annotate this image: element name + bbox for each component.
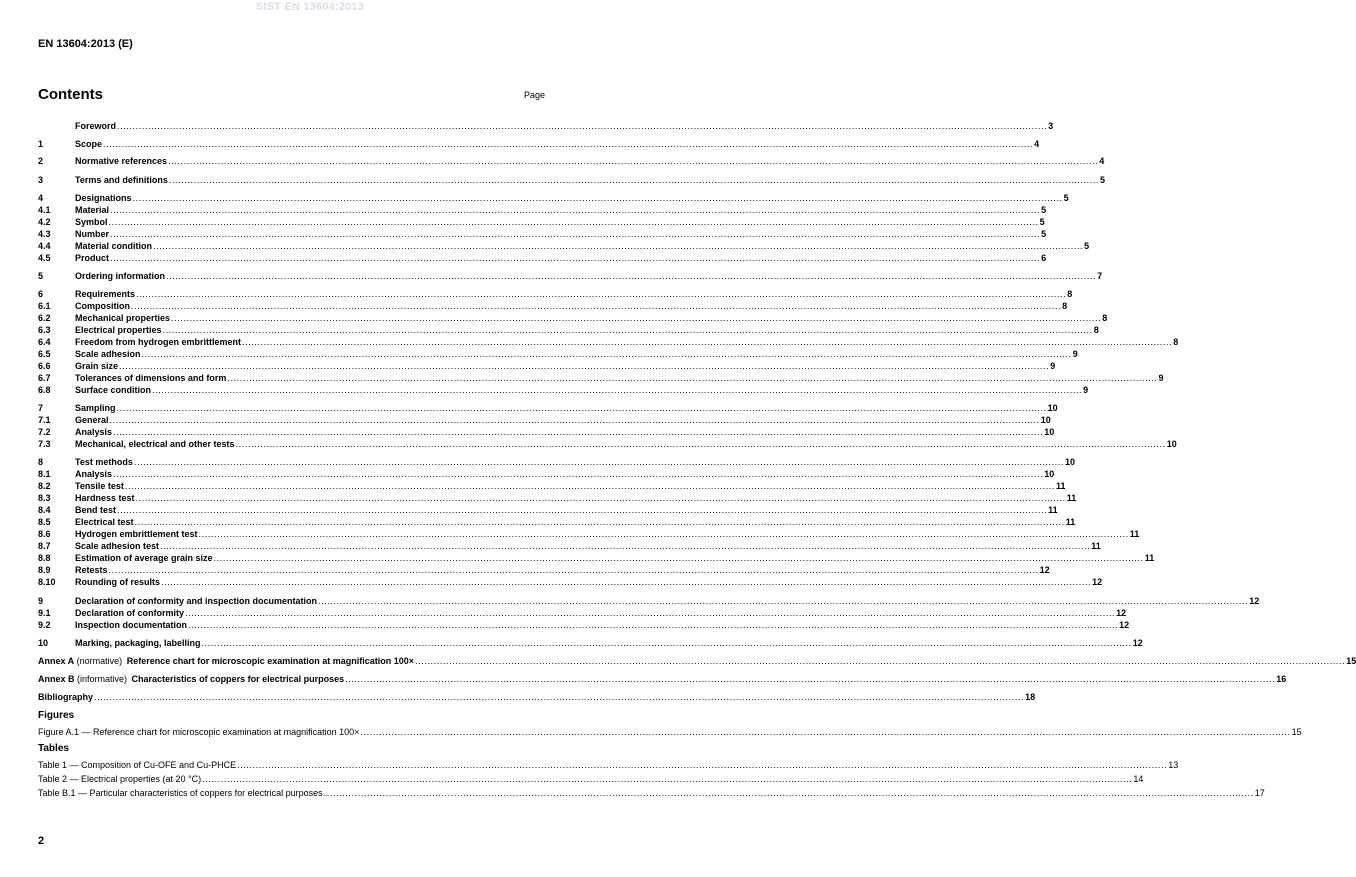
toc-entry-page: 11 — [1091, 541, 1101, 551]
toc-entry[interactable] — [38, 372, 1164, 384]
toc-entry-title: Ordering information — [75, 271, 165, 281]
table-entry[interactable] — [38, 759, 1179, 771]
toc-entry-page: 9 — [1158, 373, 1164, 383]
dot-leader: ............................................................................................................................................................................................................................................................................................................ — [103, 139, 1034, 149]
dot-leader: ............................................................................................................................................................................................................................................................................................................ — [168, 156, 1099, 166]
dot-leader: ............................................................................................................................................................................................................................................................................................................ — [110, 253, 1041, 263]
toc-entry-page: 8 — [1062, 301, 1068, 311]
toc-entry-page: 10 — [1065, 457, 1076, 467]
toc-entry-page: 10 — [1166, 439, 1177, 449]
toc-entry-title: Electrical test — [75, 517, 134, 527]
toc-entry[interactable] — [38, 300, 1068, 312]
tables-heading: Tables — [38, 743, 69, 754]
dot-leader: ............................................................................................................................................................................................................................................................................................................ — [94, 692, 1025, 702]
toc-entry-title: Freedom from hydrogen embrittlement — [75, 337, 242, 347]
toc-entry-number: 4.1 — [38, 205, 51, 215]
toc-entry-title: Number — [75, 229, 110, 239]
toc-entry[interactable] — [38, 138, 1040, 150]
dot-leader: ............................................................................................................................................................................................................................................................................................................ — [318, 596, 1249, 606]
document-id: EN 13604:2013 (E) — [38, 38, 133, 50]
toc-entry-number: 10 — [38, 638, 49, 648]
dot-leader: ............................................................................................................................................................................................................................................................................................................ — [141, 349, 1072, 359]
toc-entry[interactable] — [38, 336, 1179, 348]
dot-leader: ............................................................................................................................................................................................................................................................................................................ — [185, 608, 1116, 618]
toc-entry[interactable] — [38, 414, 1051, 426]
toc-entry-title: Tensile test — [75, 481, 124, 491]
toc-entry[interactable] — [38, 528, 1140, 540]
toc-entry-page: 9 — [1072, 349, 1078, 359]
toc-entry-number: 4 — [38, 193, 44, 203]
toc-entry-title: Retests — [75, 565, 108, 575]
toc-entry-page: 9 — [1050, 361, 1056, 371]
dot-leader: ............................................................................................................................................................................................................................................................................................................ — [160, 541, 1091, 551]
dot-leader: ............................................................................................................................................................................................................................................................................................................ — [108, 565, 1039, 575]
toc-entry-number: 8.9 — [38, 565, 51, 575]
toc-entry-title: Electrical properties — [75, 325, 162, 335]
dot-leader: ............................................................................................................................................................................................................................................................................................................ — [131, 301, 1062, 311]
table-entry-title: Table 1 — Composition of Cu-OFE and Cu-PHCE — [38, 760, 237, 770]
dot-leader: ............................................................................................................................................................................................................................................................................................................ — [360, 727, 1291, 737]
dot-leader: ............................................................................................................................................................................................................................................................................................................ — [132, 193, 1063, 203]
toc-entry-page: 4 — [1034, 139, 1040, 149]
toc-entry[interactable] — [38, 438, 1177, 450]
toc-entry-title: Scope — [75, 139, 103, 149]
toc-entry[interactable] — [38, 516, 1076, 528]
toc-entry[interactable] — [38, 564, 1050, 576]
dot-leader: ............................................................................................................................................................................................................................................................................................................ — [113, 469, 1044, 479]
toc-entry-page: 8 — [1173, 337, 1179, 347]
toc-entry-number: 8.5 — [38, 517, 51, 527]
figure-entry[interactable] — [38, 726, 1302, 738]
table-entry[interactable] — [38, 773, 1144, 785]
toc-entry-title: Grain size — [75, 361, 119, 371]
toc-entry-page: 11 — [1065, 517, 1076, 527]
toc-entry-number: 6.4 — [38, 337, 51, 347]
toc-entry-number: 6.5 — [38, 349, 51, 359]
toc-entry-page: 12 — [1132, 638, 1143, 648]
toc-entry-number: 4.2 — [38, 217, 51, 227]
bibliography-page: 18 — [1025, 692, 1036, 702]
watermark: SIST EN 13604:2013 — [255, 1, 365, 13]
toc-entry-number: 8.10 — [38, 577, 56, 587]
page-title: Contents — [38, 86, 103, 103]
annex-type: (informative) — [74, 674, 130, 684]
toc-entry[interactable] — [38, 270, 1103, 282]
toc-entry-page: 5 — [1039, 217, 1045, 227]
toc-entry-title: Scale adhesion — [75, 349, 141, 359]
toc-entry-title: Declaration of conformity — [75, 608, 185, 618]
dot-leader: ............................................................................................................................................................................................................................................................................................................ — [235, 439, 1166, 449]
toc-entry-title: Material condition — [75, 241, 153, 251]
toc-entry[interactable] — [38, 312, 1108, 324]
dot-leader: ............................................................................................................................................................................................................................................................................................................ — [134, 517, 1065, 527]
toc-entry-title: Hydrogen embrittlement test — [75, 529, 198, 539]
toc-entry[interactable] — [38, 619, 1130, 631]
figure-entry-page: 15 — [1291, 727, 1302, 737]
toc-entry[interactable] — [38, 120, 1054, 132]
annex-page: 15 — [1346, 656, 1356, 666]
toc-entry[interactable] — [38, 595, 1260, 607]
table-entry-title: Table 2 — Electrical properties (at 20 °C) — [38, 774, 202, 784]
toc-entry-page: 12 — [1092, 577, 1103, 587]
toc-entry-title: Terms and definitions — [75, 175, 168, 185]
toc-entry[interactable] — [38, 192, 1069, 204]
toc-entry-title: Bend test — [75, 505, 117, 515]
toc-entry-title: General — [75, 415, 109, 425]
table-entry[interactable] — [38, 787, 1265, 799]
toc-entry[interactable] — [38, 324, 1099, 336]
toc-entry[interactable] — [38, 576, 1103, 588]
toc-entry-page: 4 — [1099, 156, 1105, 166]
toc-entry-page: 5 — [1084, 241, 1090, 251]
toc-entry[interactable] — [38, 492, 1077, 504]
toc-annex-entry[interactable] — [38, 673, 1287, 685]
dot-leader: ............................................................................................................................................................................................................................................................................................................ — [171, 313, 1102, 323]
toc-entry-number: 7.1 — [38, 415, 51, 425]
toc-entry-title: Estimation of average grain size — [75, 553, 213, 563]
toc-entry-title: Product — [75, 253, 110, 263]
toc-entry[interactable] — [38, 155, 1105, 167]
toc-entry[interactable] — [38, 480, 1066, 492]
toc-entry-page: 12 — [1249, 596, 1260, 606]
toc-entry-number: 7 — [38, 403, 44, 413]
dot-leader: ............................................................................................................................................................................................................................................................................................................ — [117, 121, 1048, 131]
toc-entry-title: Test methods — [75, 457, 133, 467]
toc-entry-number: 7.3 — [38, 439, 51, 449]
toc-entry-number: 2 — [38, 156, 44, 166]
toc-entry-number: 6.3 — [38, 325, 51, 335]
dot-leader: ............................................................................................................................................................................................................................................................................................................ — [242, 337, 1173, 347]
dot-leader: ............................................................................................................................................................................................................................................................................................................ — [227, 373, 1158, 383]
toc-entry-page: 8 — [1093, 325, 1099, 335]
page-number: 2 — [38, 835, 45, 847]
dot-leader: ............................................................................................................................................................................................................................................................................................................ — [415, 656, 1346, 666]
toc-entry-page: 11 — [1066, 493, 1077, 503]
toc-entry-title: Analysis — [75, 427, 113, 437]
toc-entry-number: 6.6 — [38, 361, 51, 371]
dot-leader: ............................................................................................................................................................................................................................................................................................................ — [116, 403, 1047, 413]
toc-entry[interactable] — [38, 552, 1155, 564]
toc-entry-page: 11 — [1144, 553, 1155, 563]
toc-entry-page: 9 — [1083, 385, 1089, 395]
toc-entry-title: Rounding of results — [75, 577, 160, 587]
page-column-label: Page — [523, 90, 545, 100]
toc-entry-number: 9.1 — [38, 608, 51, 618]
dot-leader: ............................................................................................................................................................................................................................................................................................................ — [119, 361, 1050, 371]
toc-entry-number: 4.4 — [38, 241, 51, 251]
toc-entry-page: 8 — [1102, 313, 1108, 323]
toc-entry-page: 11 — [1048, 505, 1058, 515]
toc-entry[interactable] — [38, 607, 1127, 619]
toc-entry-number: 8.6 — [38, 529, 51, 539]
dot-leader: ............................................................................................................................................................................................................................................................................................................ — [108, 217, 1039, 227]
toc-entry-title: Tolerances of dimensions and form — [75, 373, 227, 383]
toc-entry-title: Foreword — [75, 121, 117, 131]
toc-entry[interactable] — [38, 348, 1078, 360]
toc-entry[interactable] — [38, 204, 1047, 216]
toc-entry[interactable] — [38, 426, 1055, 438]
toc-annex-entry[interactable] — [38, 655, 1356, 667]
dot-leader: ............................................................................................................................................................................................................................................................................................................ — [153, 241, 1084, 251]
toc-entry[interactable] — [38, 216, 1045, 228]
table-entry-page: 14 — [1133, 774, 1144, 784]
annex-type: (normative) — [74, 656, 125, 666]
dot-leader: ............................................................................................................................................................................................................................................................................................................ — [124, 481, 1056, 491]
dot-leader: ............................................................................................................................................................................................................................................................................................................ — [162, 325, 1093, 335]
annex-label: Annex B — [38, 674, 75, 684]
figure-entry-title: Figure A.1 — Reference chart for microscopic examination at magnification 100× — [38, 727, 360, 737]
toc-entry-page: 5 — [1100, 175, 1106, 185]
dot-leader: ............................................................................................................................................................................................................................................................................................................ — [113, 427, 1044, 437]
toc-entry-number: 8.1 — [38, 469, 51, 479]
toc-entry-title: Mechanical properties — [75, 313, 171, 323]
toc-entry-number: 5 — [38, 271, 44, 281]
toc-entry-title: Scale adhesion test — [75, 541, 160, 551]
dot-leader: ............................................................................................................................................................................................................................................................................................................ — [323, 788, 1254, 798]
dot-leader: ............................................................................................................................................................................................................................................................................................................ — [237, 760, 1168, 770]
dot-leader: ............................................................................................................................................................................................................................................................................................................ — [201, 638, 1132, 648]
toc-entry-number: 6.1 — [38, 301, 51, 311]
annex-title: Reference chart for microscopic examination at magnification 100× — [126, 656, 415, 666]
toc-entry[interactable] — [38, 504, 1058, 516]
toc-entry-number: 8.4 — [38, 505, 51, 515]
toc-entry-page: 5 — [1041, 229, 1047, 239]
toc-entry[interactable] — [38, 540, 1101, 552]
toc-entry-number: 3 — [38, 175, 44, 185]
toc-entry[interactable] — [38, 637, 1143, 649]
toc-entry-page: 12 — [1119, 620, 1130, 630]
toc-bibliography-entry[interactable] — [38, 691, 1036, 703]
toc-entry[interactable] — [38, 360, 1056, 372]
toc-entry-page: 8 — [1067, 289, 1073, 299]
toc-entry-page: 10 — [1047, 403, 1058, 413]
toc-entry-title: Declaration of conformity and inspection documentation — [75, 596, 318, 606]
table-entry-page: 17 — [1254, 788, 1265, 798]
toc-entry-title: Requirements — [75, 289, 136, 299]
toc-entry-number: 8.8 — [38, 553, 51, 563]
annex-title: Characteristics of coppers for electrical purposes — [131, 674, 345, 684]
toc-entry-number: 9 — [38, 596, 44, 606]
dot-leader: ............................................................................................................................................................................................................................................................................................................ — [110, 205, 1041, 215]
toc-entry-number: 1 — [38, 139, 44, 149]
toc-entry-page: 7 — [1097, 271, 1103, 281]
toc-entry-page: 11 — [1129, 529, 1140, 539]
dot-leader: ............................................................................................................................................................................................................................................................................................................ — [168, 175, 1099, 185]
toc-entry-number: 8.2 — [38, 481, 51, 491]
toc-entry-page: 3 — [1048, 121, 1054, 131]
dot-leader: ............................................................................................................................................................................................................................................................................................................ — [152, 385, 1083, 395]
dot-leader: ............................................................................................................................................................................................................................................................................................................ — [202, 774, 1133, 784]
toc-entry[interactable] — [38, 456, 1076, 468]
toc-entry-number: 6.8 — [38, 385, 51, 395]
dot-leader: ............................................................................................................................................................................................................................................................................................................ — [213, 553, 1144, 563]
dot-leader: ............................................................................................................................................................................................................................................................................................................ — [136, 289, 1067, 299]
toc-entry-number: 8.7 — [38, 541, 51, 551]
bibliography-title: Bibliography — [38, 692, 94, 702]
toc-entry-number: 8 — [38, 457, 44, 467]
toc-entry-number: 4.5 — [38, 253, 51, 263]
toc-entry-title: Inspection documentation — [75, 620, 188, 630]
toc-entry-title: Designations — [75, 193, 132, 203]
dot-leader: ............................................................................................................................................................................................................................................................................................................ — [161, 577, 1092, 587]
figures-heading: Figures — [38, 710, 75, 721]
toc-entry[interactable] — [38, 174, 1106, 186]
toc-entry[interactable] — [38, 252, 1047, 264]
dot-leader: ............................................................................................................................................................................................................................................................................................................ — [135, 493, 1066, 503]
dot-leader: ............................................................................................................................................................................................................................................................................................................ — [166, 271, 1097, 281]
toc-entry-page: 5 — [1063, 193, 1069, 203]
toc-entry-title: Composition — [75, 301, 130, 311]
toc-entry-page: 10 — [1044, 427, 1055, 437]
annex-page: 16 — [1276, 674, 1287, 684]
toc-entry-title: Mechanical, electrical and other tests — [75, 439, 235, 449]
toc-entry-page: 11 — [1056, 481, 1066, 491]
toc-entry-title: Sampling — [75, 403, 116, 413]
toc-entry-page: 12 — [1039, 565, 1050, 575]
toc-entry[interactable] — [38, 240, 1090, 252]
toc-entry[interactable] — [38, 402, 1058, 414]
dot-leader: ............................................................................................................................................................................................................................................................................................................ — [133, 457, 1064, 467]
toc-entry[interactable] — [38, 288, 1073, 300]
dot-leader: ............................................................................................................................................................................................................................................................................................................ — [109, 415, 1040, 425]
toc-entry-number: 6 — [38, 289, 44, 299]
toc-entry-number: 6.7 — [38, 373, 51, 383]
toc-entry-number: 9.2 — [38, 620, 51, 630]
table-entry-page: 13 — [1168, 760, 1179, 770]
toc-entry-page: 12 — [1116, 608, 1127, 618]
toc-entry[interactable] — [38, 228, 1047, 240]
annex-label: Annex A — [38, 656, 75, 666]
toc-entry[interactable] — [38, 468, 1055, 480]
toc-entry-title: Symbol — [75, 217, 108, 227]
toc-entry-title: Material — [75, 205, 110, 215]
toc-entry-title: Marking, packaging, labelling — [75, 638, 201, 648]
toc-entry-page: 5 — [1041, 205, 1047, 215]
toc-entry-number: 6.2 — [38, 313, 51, 323]
dot-leader: ............................................................................................................................................................................................................................................................................................................ — [110, 229, 1041, 239]
toc-entry-number: 8.3 — [38, 493, 51, 503]
toc-entry-page: 6 — [1041, 253, 1047, 263]
toc-entry-title: Analysis — [75, 469, 113, 479]
dot-leader: ............................................................................................................................................................................................................................................................................................................ — [117, 505, 1048, 515]
table-entry-title: Table B.1 — Particular characteristics of coppers for electrical purposes — [38, 788, 323, 798]
toc-entry-number: 4.3 — [38, 229, 51, 239]
dot-leader: ............................................................................................................................................................................................................................................................................................................ — [188, 620, 1119, 630]
dot-leader: ............................................................................................................................................................................................................................................................................................................ — [345, 674, 1276, 684]
toc-entry-title: Normative references — [75, 156, 168, 166]
toc-entry[interactable] — [38, 384, 1089, 396]
toc-entry-number: 7.2 — [38, 427, 51, 437]
toc-entry-page: 10 — [1044, 469, 1055, 479]
toc-entry-title: Hardness test — [75, 493, 135, 503]
dot-leader: ............................................................................................................................................................................................................................................................................................................ — [198, 529, 1129, 539]
toc-entry-title: Surface condition — [75, 385, 152, 395]
toc-entry-page: 10 — [1040, 415, 1051, 425]
